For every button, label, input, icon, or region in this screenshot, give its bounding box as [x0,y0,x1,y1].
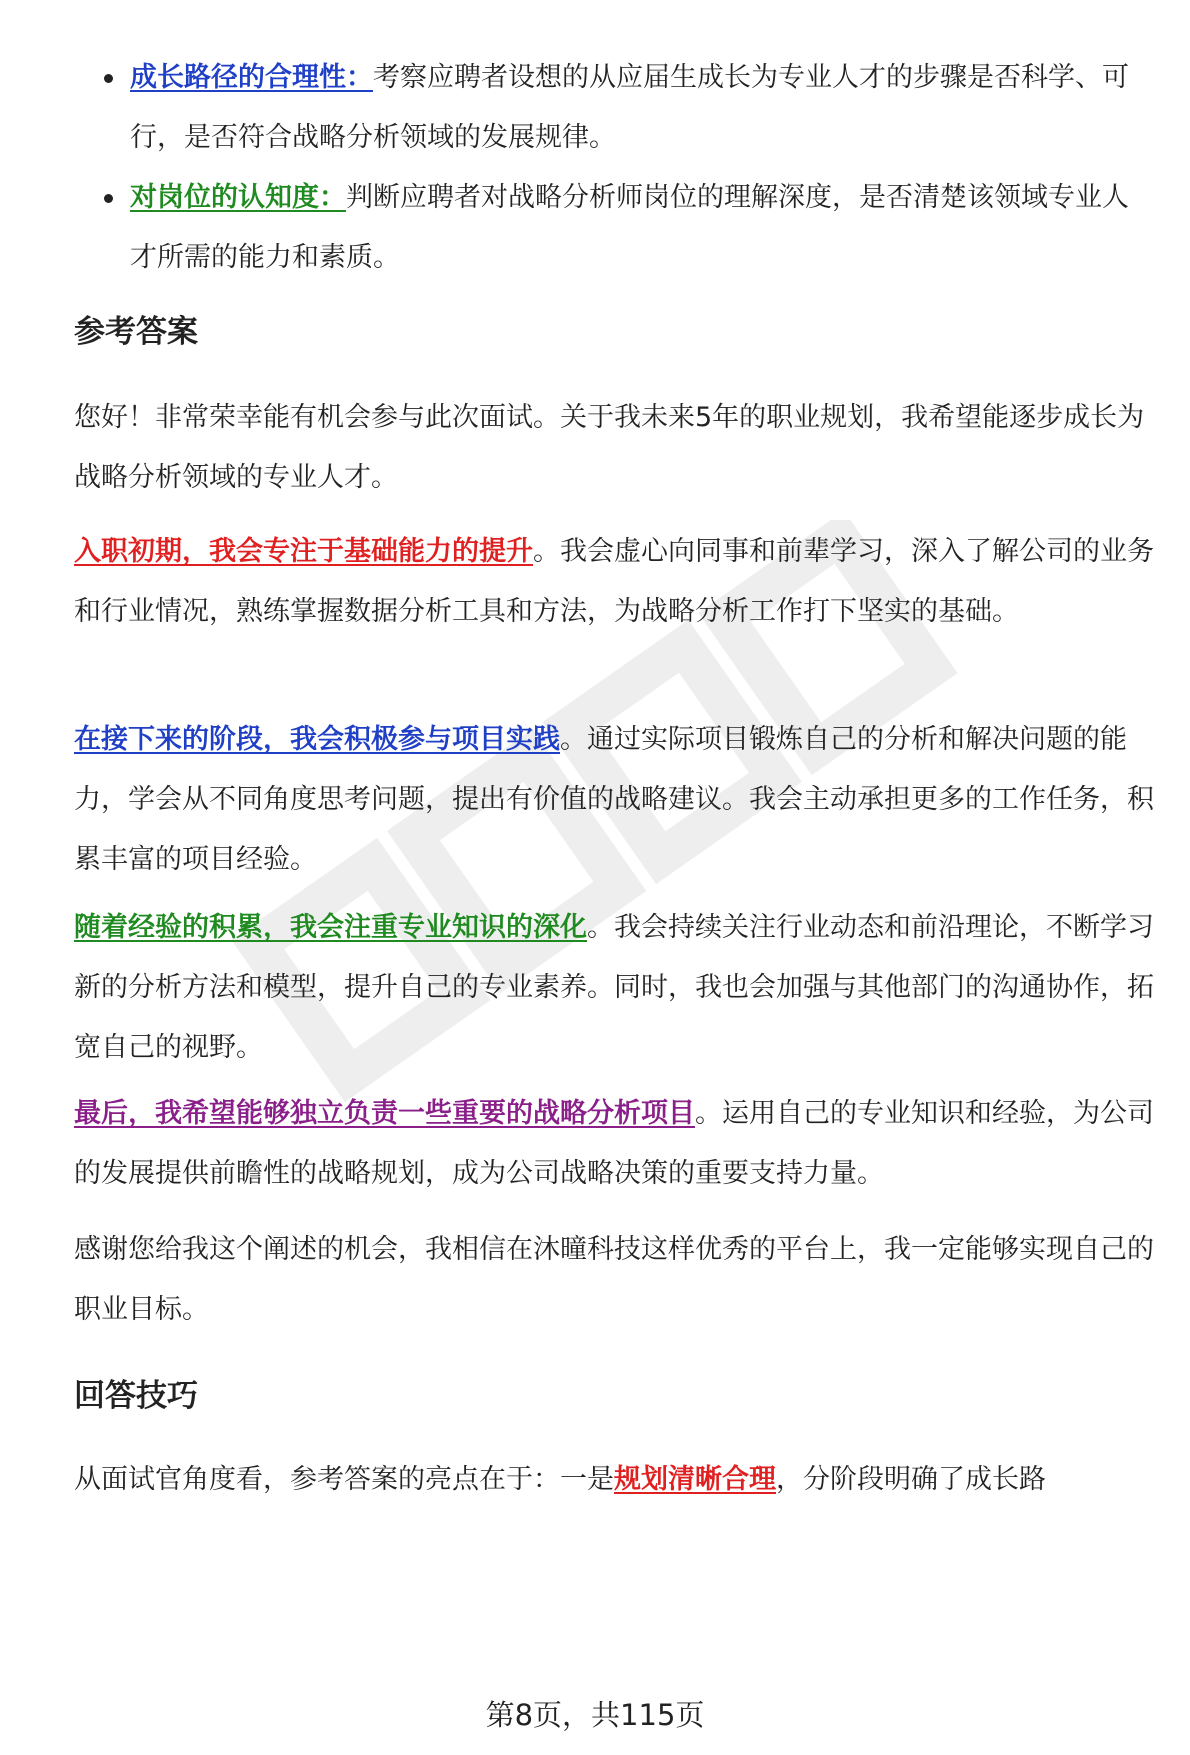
bullet-label: 对岗位的认知度： [130,182,346,213]
paragraph-stage-1 [74,522,1154,642]
section-heading-tips: 回答技巧 [74,1378,198,1414]
intro-paragraph: 您好！非常荣幸能有机会参与此次面试。关于我未来5年的职业规划，我希望能逐步成长为战略分析领域的专业人才。 [74,402,1145,493]
bullet-item [74,48,1154,168]
paragraph-highlight: 随着经验的积累，我会注重专业知识的深化 [74,912,587,943]
paragraph-text: 。通过实际项目锻炼自己的分析和解决问题的能力，学会从不同角度思考问题，提出有价值的战略建议。我会主动承担更多的工作任务，积累丰富的项目经验。 [74,724,1154,875]
criteria-list [74,48,1154,288]
page-number: 第8页，共115页 [485,1698,705,1732]
tips-prefix: 从面试官角度看，参考答案的亮点在于：一是 [74,1464,614,1495]
paragraph-text: 。我会持续关注行业动态和前沿理论，不断学习新的分析方法和模型，提升自己的专业素养。同时，我也会加强与其他部门的沟通协作，拓宽自己的视野。 [74,912,1154,1063]
bullet-item [74,168,1154,288]
bullet-dot-icon [104,194,113,203]
tips-paragraph [74,1450,1154,1510]
paragraph-highlight: 最后，我希望能够独立负责一些重要的战略分析项目 [74,1098,695,1129]
tips-highlight: 规划清晰合理 [614,1464,776,1495]
bullet-dot-icon [104,74,113,83]
paragraph-text: 。我会虚心向同事和前辈学习，深入了解公司的业务和行业情况，熟练掌握数据分析工具和方法，为战略分析工作打下坚实的基础。 [74,536,1154,627]
bullet-label: 成长路径的合理性： [130,62,373,93]
paragraph-stage-2 [74,710,1154,890]
paragraph-text: 。运用自己的专业知识和经验，为公司的发展提供前瞻性的战略规划，成为公司战略决策的重要支持力量。 [74,1098,1154,1189]
closing-paragraph: 感谢您给我这个阐述的机会，我相信在沐曈科技这样优秀的平台上，我一定能够实现自己的职业目标。 [74,1234,1154,1325]
section-heading-answer: 参考答案 [74,314,198,350]
paragraph-stage-4 [74,1084,1154,1204]
tips-suffix: ，分阶段明确了成长路 [776,1464,1046,1495]
paragraph-stage-3 [74,898,1154,1078]
paragraph-highlight: 入职初期，我会专注于基础能力的提升 [74,536,533,567]
bullet-text: 考察应聘者设想的从应届生成长为专业人才的步骤是否科学、可行，是否符合战略分析领域的发展规律。 [130,62,1129,153]
bullet-text: 判断应聘者对战略分析师岗位的理解深度，是否清楚该领域专业人才所需的能力和素质。 [130,182,1129,273]
paragraph-highlight: 在接下来的阶段，我会积极参与项目实践 [74,724,560,755]
